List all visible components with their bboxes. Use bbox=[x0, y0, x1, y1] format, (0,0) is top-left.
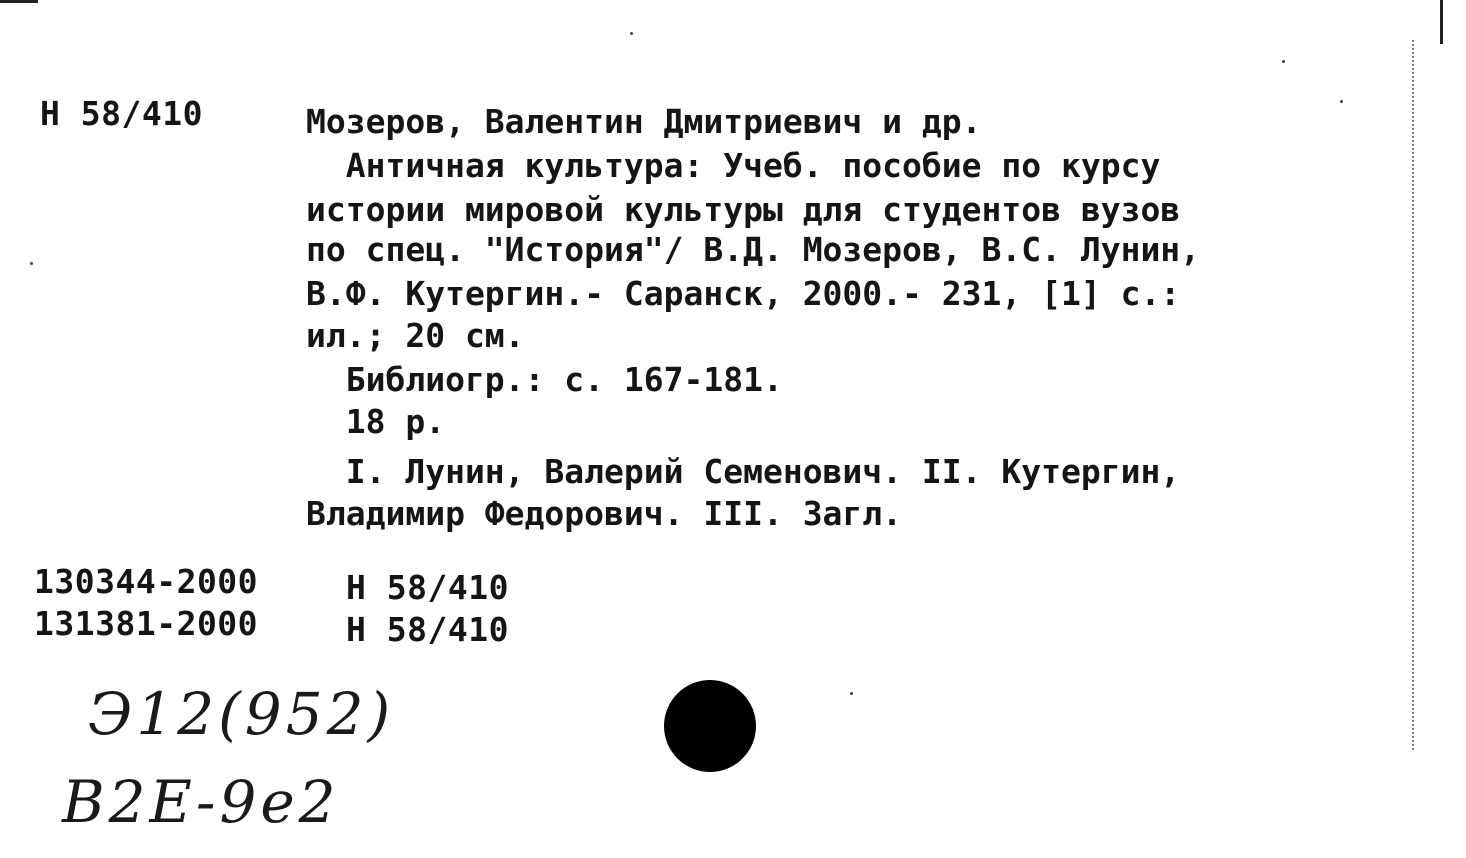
tracings-line-continued: Владимир Федорович. III. Загл. bbox=[306, 494, 903, 533]
handwritten-cutter-code: В2Е-9е2 bbox=[62, 768, 340, 836]
author-line: Мозеров, Валентин Дмитриевич и др. bbox=[306, 102, 982, 141]
scan-speck bbox=[850, 692, 853, 695]
imprint-line: В.Ф. Кутергин.- Саранск, 2000.- 231, [1] с.: bbox=[306, 274, 1181, 313]
handwritten-class-code: Э12(952) bbox=[88, 680, 395, 748]
title-line: Античная культура: Учеб. пособие по курсу bbox=[306, 146, 1161, 185]
physical-description-line: ил.; 20 см. bbox=[306, 316, 525, 355]
inventory-number: 130344-2000 bbox=[34, 562, 259, 601]
card-edge-mark bbox=[0, 0, 38, 3]
scan-speck bbox=[630, 32, 633, 35]
scan-speck bbox=[1340, 100, 1343, 103]
holding-shelfmark: Н 58/410 bbox=[346, 568, 509, 607]
tracings-line: I. Лунин, Валерий Семенович. II. Кутергин, bbox=[306, 452, 1181, 491]
bibliography-note: Библиогр.: с. 167-181. bbox=[306, 360, 783, 399]
title-line-continued: истории мировой культуры для студентов вузов bbox=[306, 190, 1181, 229]
responsibility-line: по спец. "История"/ В.Д. Мозеров, В.С. Лунин, bbox=[306, 230, 1201, 269]
scan-speck bbox=[1282, 60, 1285, 63]
holding-shelfmark: Н 58/410 bbox=[346, 610, 509, 649]
shelfmark: Н 58/410 bbox=[40, 94, 203, 133]
price-note: 18 р. bbox=[306, 402, 446, 441]
inventory-number: 131381-2000 bbox=[34, 604, 259, 643]
card-edge-mark bbox=[1440, 0, 1443, 44]
punch-hole bbox=[664, 680, 756, 772]
card-right-edge bbox=[1412, 40, 1414, 750]
scan-speck bbox=[30, 262, 33, 265]
